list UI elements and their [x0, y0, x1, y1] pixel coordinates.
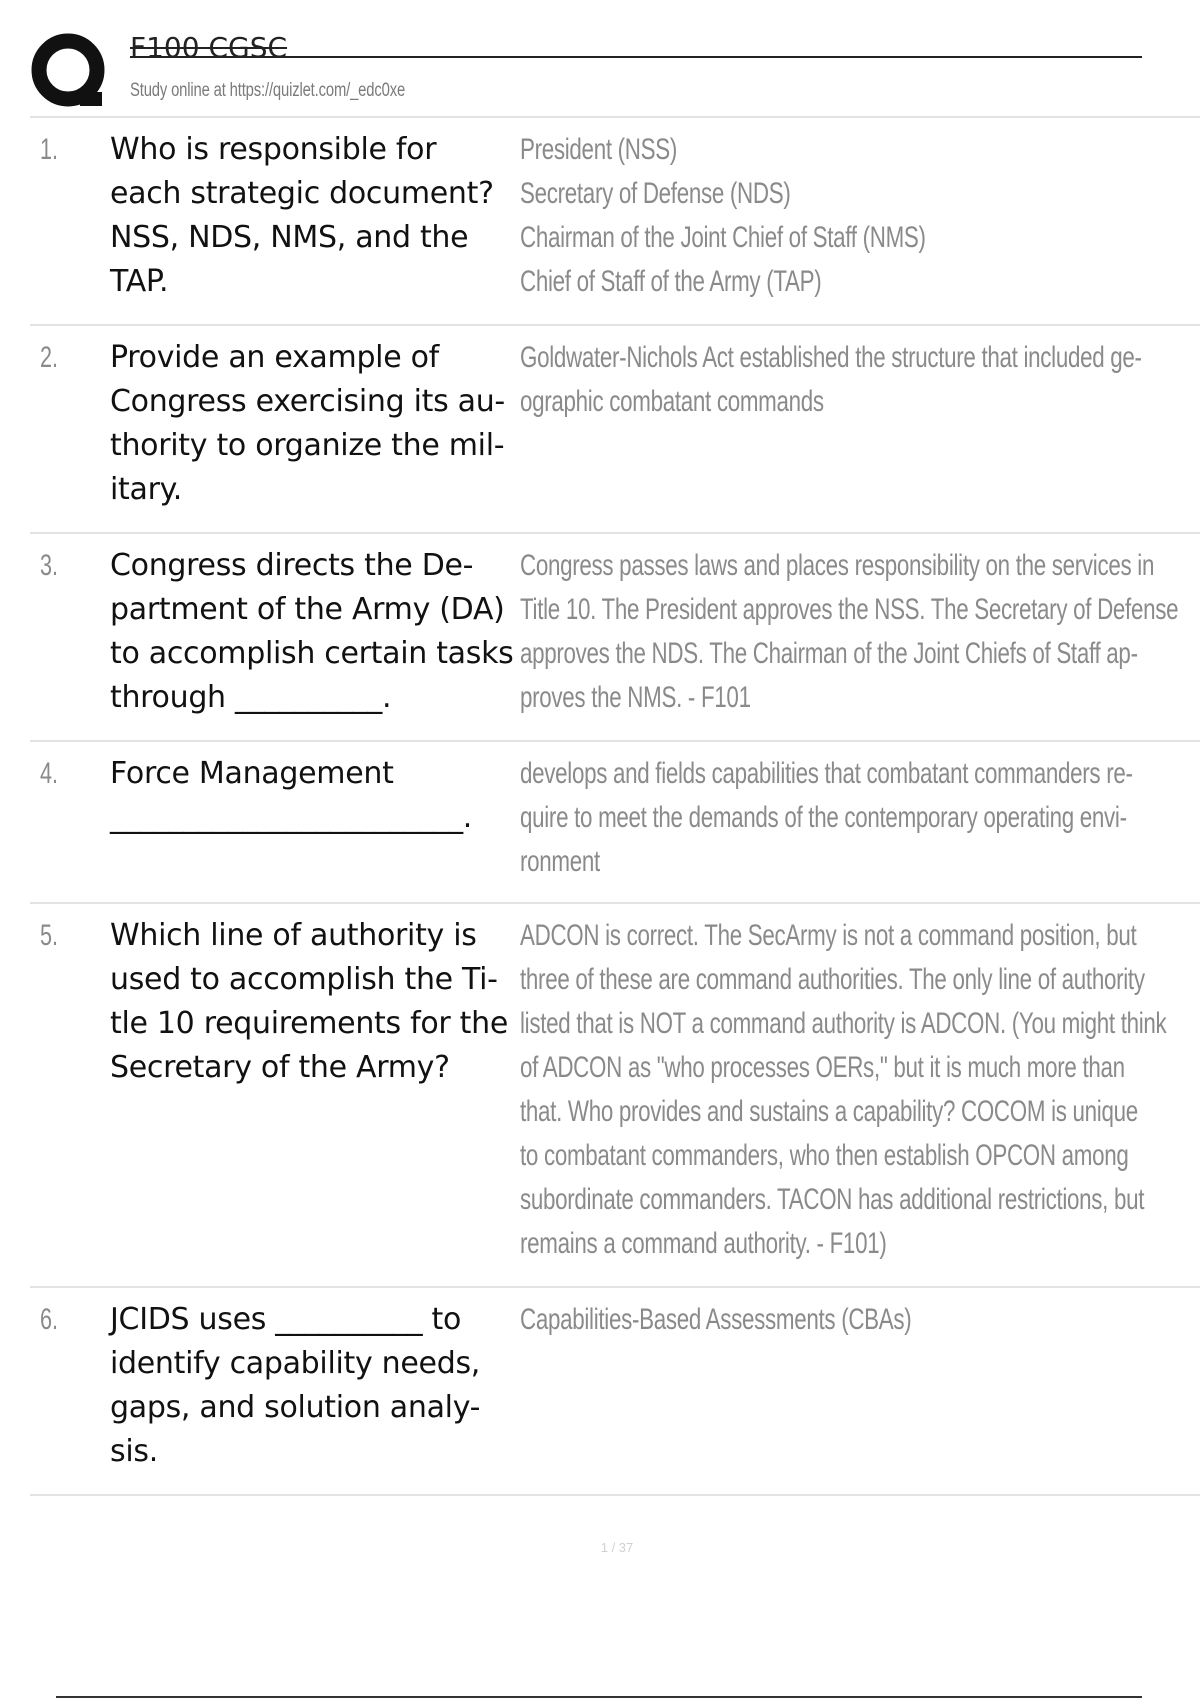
definition-line: Chief of Staff of the Army (TAP) [520, 265, 822, 298]
definition-line: quire to meet the demands of the contemporary operating envi- [520, 801, 1127, 834]
definition-line: remains a command authority. - F101) [520, 1227, 887, 1260]
flashcard [30, 904, 1200, 1288]
card-number: 5. [40, 919, 59, 952]
card-term [110, 544, 540, 720]
term-line: NSS, NDS, NMS, and the [110, 220, 469, 255]
definition-line: Capabilities-Based Assessments (CBAs) [520, 1303, 912, 1336]
flashcard-list [30, 118, 1200, 1496]
definition-line: Title 10. The President approves the NSS. The Secretary of Defense [520, 593, 1179, 626]
definition-line: ronment [520, 845, 600, 878]
definition-line: develops and fields capabilities that combatant commanders re- [520, 757, 1133, 790]
card-term [110, 1298, 540, 1474]
definition-line: listed that is NOT a command authority is ADCON. (You might think [520, 1007, 1167, 1040]
term-line: through __________. [110, 680, 392, 715]
term-line: identify capability needs, [110, 1346, 481, 1381]
definition-line: Goldwater-Nichols Act established the structure that included ge- [520, 341, 1142, 374]
flashcard [30, 1288, 1200, 1496]
card-term [110, 752, 540, 840]
card-number: 4. [40, 757, 59, 790]
definition-line: President (NSS) [520, 133, 678, 166]
definition-line: approves the NDS. The Chairman of the Joint Chiefs of Staff ap- [520, 637, 1138, 670]
definition-line: Chairman of the Joint Chief of Staff (NMS) [520, 221, 926, 254]
document-title: F100 CGSC [130, 31, 288, 64]
card-definition [520, 914, 1167, 1266]
definition-line: ADCON is correct. The SecArmy is not a command position, but [520, 919, 1137, 952]
definition-line: ographic combatant commands [520, 385, 824, 418]
flashcard [30, 118, 1200, 326]
card-term [110, 336, 540, 512]
card-number: 6. [40, 1303, 59, 1336]
card-term [110, 128, 540, 304]
term-line: used to accomplish the Ti- [110, 962, 498, 997]
term-line: ________________________. [110, 800, 473, 835]
card-definition [520, 128, 1161, 304]
definition-line: proves the NMS. - F101 [520, 681, 751, 714]
card-number: 2. [40, 341, 59, 374]
card-definition [520, 544, 1179, 720]
title-rule [130, 56, 1142, 58]
card-term [110, 914, 540, 1090]
flashcard [30, 534, 1200, 742]
card-definition [520, 752, 1161, 884]
flashcard [30, 326, 1200, 534]
definition-line: subordinate commanders. TACON has additional restrictions, but [520, 1183, 1145, 1216]
flashcard [30, 742, 1200, 904]
term-line: Congress directs the De- [110, 548, 474, 583]
definition-line: Congress passes laws and places responsibility on the services in [520, 549, 1155, 582]
term-line: thority to organize the mil- [110, 428, 505, 463]
card-number: 3. [40, 549, 59, 582]
definition-line: that. Who provides and sustains a capability? COCOM is unique [520, 1095, 1138, 1128]
term-line: sis. [110, 1434, 158, 1469]
term-line: each strategic document? [110, 176, 494, 211]
term-line: Who is responsible for [110, 132, 437, 167]
footer-rule [56, 1696, 1142, 1698]
term-line: Provide an example of [110, 340, 439, 375]
study-online-link[interactable]: Study online at https://quizlet.com/_edc0xe [130, 80, 406, 101]
term-line: Which line of authority is [110, 918, 477, 953]
term-line: JCIDS uses __________ to [110, 1302, 462, 1337]
definition-line: Secretary of Defense (NDS) [520, 177, 791, 210]
definition-line: to combatant commanders, who then establish OPCON among [520, 1139, 1129, 1172]
card-definition [520, 1298, 1161, 1342]
term-line: Congress exercising its au- [110, 384, 505, 419]
term-line: gaps, and solution analy- [110, 1390, 481, 1425]
page-number: 1 / 37 [600, 1540, 634, 1555]
card-number: 1. [40, 133, 59, 166]
term-line: TAP. [110, 264, 169, 299]
definition-line: three of these are command authorities. The only line of authority [520, 963, 1145, 996]
term-line: Force Management [110, 756, 394, 791]
term-line: itary. [110, 472, 183, 507]
card-definition [520, 336, 1161, 424]
definition-line: of ADCON as "who processes OERs," but it is much more than [520, 1051, 1125, 1084]
term-line: partment of the Army (DA) [110, 592, 505, 627]
term-line: tle 10 requirements for the [110, 1006, 508, 1041]
term-line: Secretary of the Army? [110, 1050, 450, 1085]
term-line: to accomplish certain tasks [110, 636, 514, 671]
quizlet-logo-icon [30, 32, 112, 112]
